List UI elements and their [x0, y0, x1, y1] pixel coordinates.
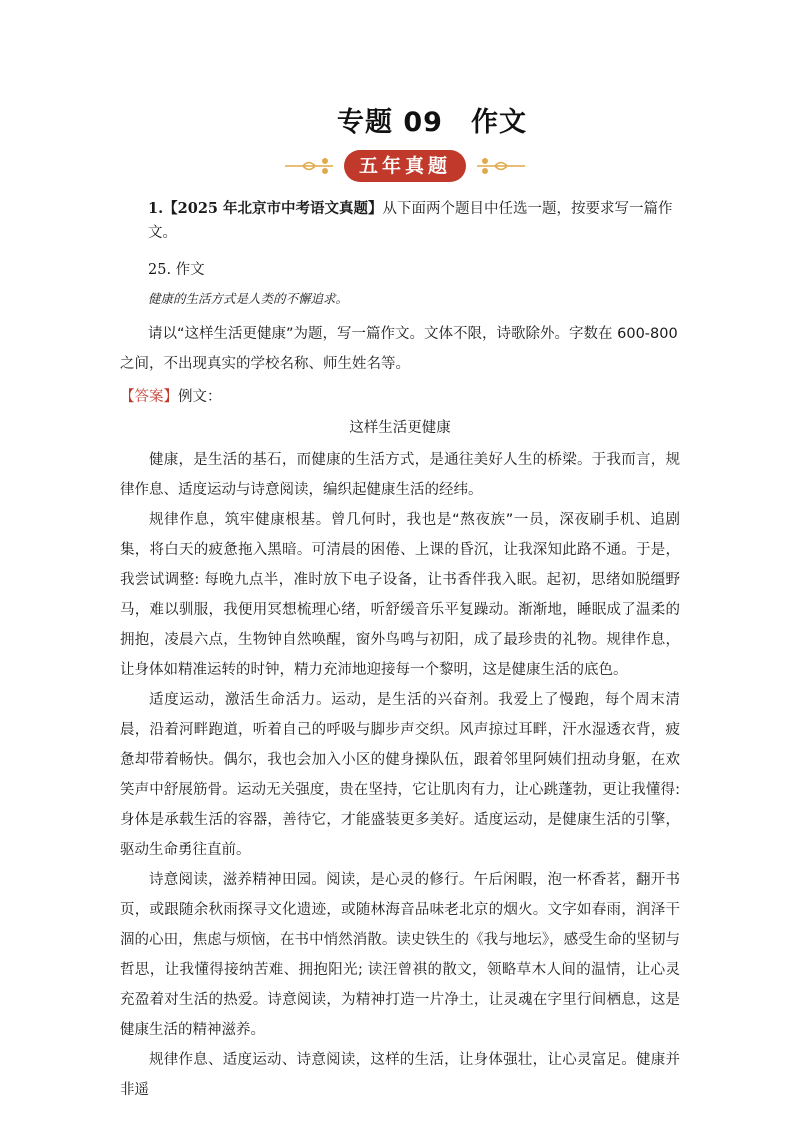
essay-paragraph: 健康，是生活的基石，而健康的生活方式，是通往美好人生的桥梁。于我而言，规律作息、适度运动与诗意阅读，编织起健康生活的经纬。	[120, 452, 680, 498]
essay-paragraph: 诗意阅读，滋养精神田园。阅读，是心灵的修行。午后闲暇，泡一杯香茗，翻开书页，或跟随余秋雨探寻文化遗迹，或随林海音品味老北京的烟火。文字如春雨，润泽干涸的心田，焦虑与烦恼，在书中悄然消散。读史铁生的《我与地坛》，感受生命的坚韧与哲思，让我懂得接纳苦难、拥抱阳光; 读汪曾祺的散文，领略草木人间的温情，让心灵充盈着对生活的热爱。诗意阅读，为精神打造一片净土，让灵魂在字里行间栖息，这是健康生活的精神滋养。	[120, 872, 680, 1038]
page-title: 专题 09 作文	[337, 107, 527, 138]
section-banner	[285, 147, 525, 185]
answer-tag: 【答案】	[120, 389, 178, 405]
document-body	[120, 197, 680, 1105]
answer-label: 例文：	[178, 389, 222, 405]
essay-paragraph: 适度运动，激活生命活力。运动，是生活的兴奋剂。我爱上了慢跑，每个周末清晨，沿着河畔跑道，听着自己的呼吸与脚步声交织。风声掠过耳畔，汗水湿透衣背，疲惫却带着畅快。偶尔，我也会加入小区的健身操队伍，跟着邻里阿姨们扭动身躯，在欢笑声中舒展筋骨。运动无关强度，贵在坚持，它让肌肉有力，让心跳蓬勃，更让我懂得: 身体是承载生活的容器，善待它，才能盛装更多美好。适度运动，是健康生活的引擎，驱动生命勇往直前。	[120, 692, 680, 858]
question-number: 1.	[148, 200, 164, 217]
question-calligraphy: 健康的生活方式是人类的不懈追求。	[148, 291, 349, 306]
question-sub-number: 25. 作文	[148, 262, 205, 278]
question-line	[148, 197, 680, 245]
question-source: 【2025 年北京市中考语文真题】	[163, 200, 383, 217]
essay-title: 这样生活更健康	[349, 420, 451, 436]
banner-label: 五年真题	[358, 155, 451, 177]
answer-header	[120, 385, 680, 409]
essay-paragraph: 规律作息、适度运动、诗意阅读，这样的生活，让身体强壮，让心灵富足。健康并非遥	[120, 1052, 680, 1098]
question-prompt: 请以“这样生活更健康”为题，写一篇作文。文体不限，诗歌除外。字数在 600-800 之间，不出现真实的学校名称、师生姓名等。	[120, 326, 678, 372]
essay-paragraph: 规律作息，筑牢健康根基。曾几何时，我也是“熬夜族”一员，深夜刷手机、追剧集，将白天的疲惫拖入黑暗。可清晨的困倦、上课的昏沉，让我深知此路不通。于是，我尝试调整: 每晚九点半，准时放下电子设备，让书香伴我入眠。起初，思绪如脱缰野马，难以驯服，我便用冥想梳理心绪，听舒缓音乐平复躁动。渐渐地，睡眠成了温柔的拥抱，凌晨六点，生物钟自然唤醒，窗外鸟鸣与初阳，成了最珍贵的礼物。规律作息，让身体如精准运转的时钟，精力充沛地迎接每一个黎明，这是健康生活的底色。	[120, 512, 680, 678]
question-instruction: 从下面两个题目中任选一题，按要求写一篇作文。	[148, 201, 673, 241]
